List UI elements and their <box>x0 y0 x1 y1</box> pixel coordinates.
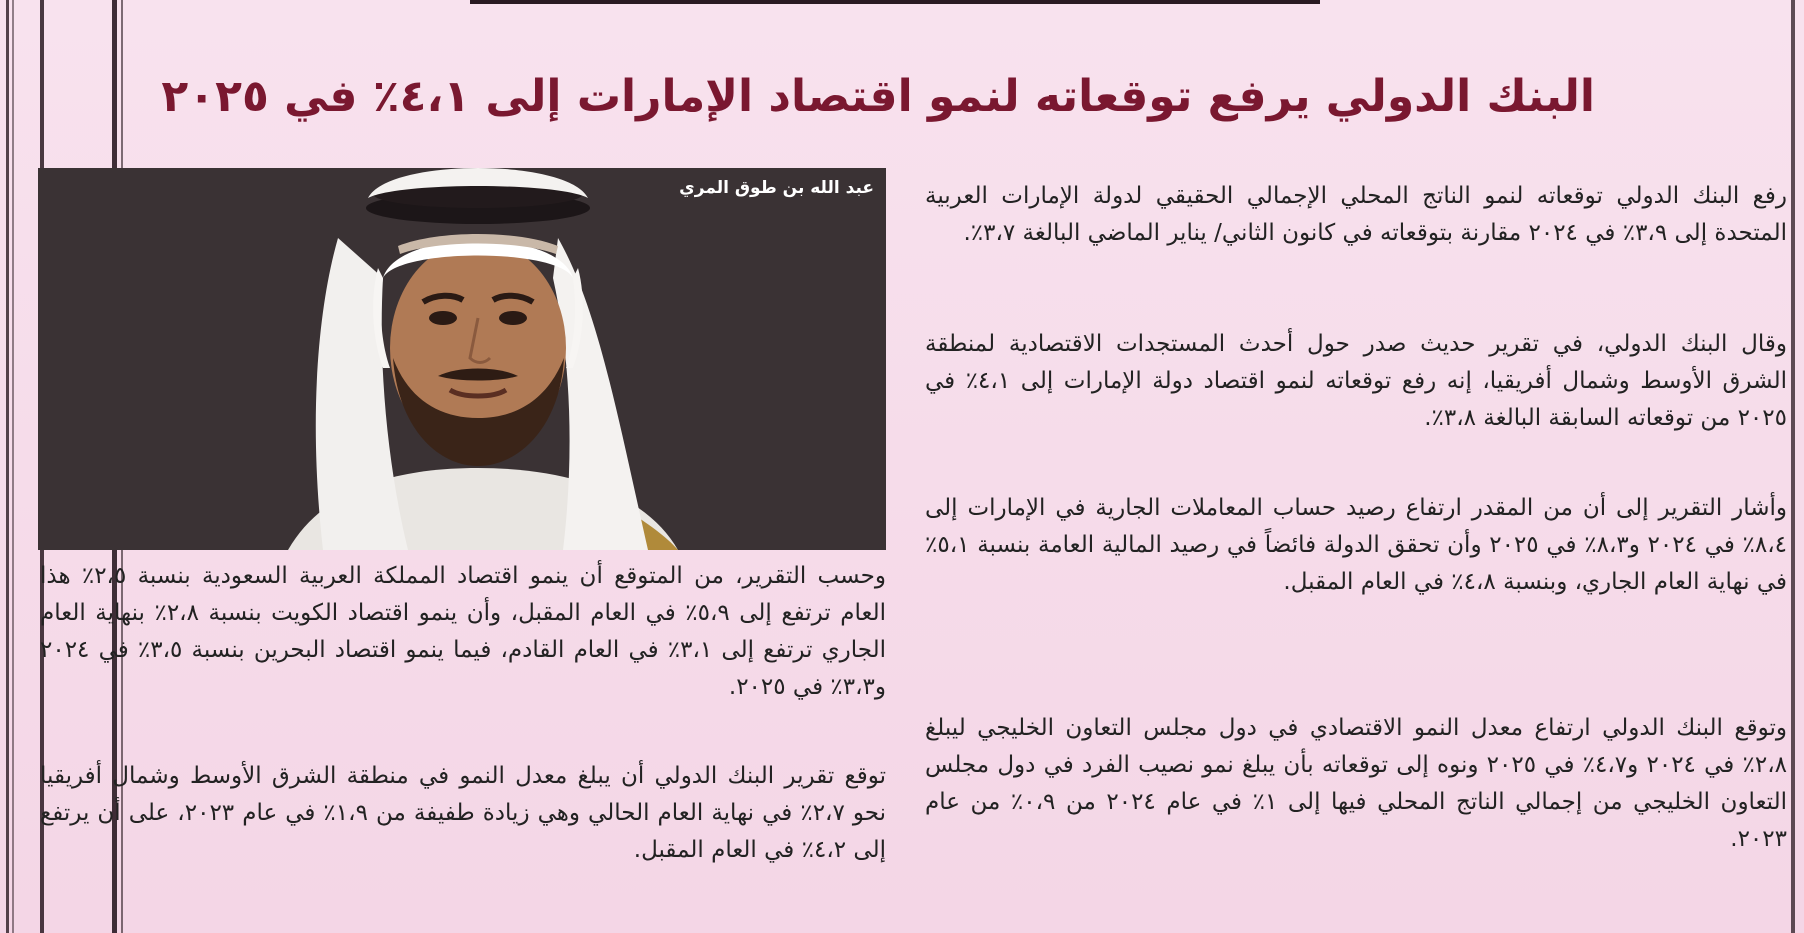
photo-caption: عبد الله بن طوق المري <box>679 178 874 198</box>
scan-edge-line <box>12 0 14 933</box>
right-column <box>925 178 1787 858</box>
portrait-photo <box>38 168 886 550</box>
article-paragraph: وتوقع البنك الدولي ارتفاع معدل النمو الاقتصادي في دول مجلس التعاون الخليجي ليبلغ ٢،٨٪ في ٢٠٢٤ و٤،٧٪ في ٢٠٢٥ ونوه إلى توقعاته بأن يبلغ نمو نصيب الفرد في دول مجلس التعاون الخليجي من إجمالي الناتج المحلي فيها إلى ١٪ في عام ٢٠٢٤ من ٠،٩٪ من عام ٢٠٢٣. <box>925 715 1787 852</box>
article-paragraph: وحسب التقرير، من المتوقع أن ينمو اقتصاد المملكة العربية السعودية بنسبة ٢،٥٪ هذا العام ترتفع إلى ٥،٩٪ في العام المقبل، وأن ينمو اقتصاد الكويت بنسبة ٢،٨٪ بنهاية العام الجاري ترتفع إلى ٣،١٪ في العام القادم، فيما ينمو اقتصاد البحرين بنسبة ٣،٥٪ في ٢٠٢٤ و٣،٣٪ في ٢٠٢٥. <box>40 563 887 700</box>
article-paragraph: رفع البنك الدولي توقعاته لنمو الناتج المحلي الإجمالي الحقيقي لدولة الإمارات العربية المتحدة إلى ٣،٩٪ في ٢٠٢٤ مقارنة بتوقعاته في كانون الثاني/ يناير الماضي البالغة ٣،٧٪. <box>925 183 1787 246</box>
portrait-illustration <box>38 168 886 550</box>
article-paragraph: وأشار التقرير إلى أن من المقدر ارتفاع رصيد حساب المعاملات الجارية في الإمارات إلى ٨،٤٪ في ٢٠٢٤ و٨،٣٪ في ٢٠٢٥ وأن تحقق الدولة فائضاً في رصيد المالية العامة بنسبة ٥،١٪ في نهاية العام الجاري، وبنسبة ٤،٨٪ في العام المقبل. <box>925 495 1788 595</box>
article-paragraph: وقال البنك الدولي، في تقرير حديث صدر حول أحدث المستجدات الاقتصادية لمنطقة الشرق الأوسط وشمال أفريقيا، إنه رفع توقعاته لنمو اقتصاد دولة الإمارات إلى ٤،١٪ في ٢٠٢٥ من توقعاته السابقة البالغة ٣،٨٪. <box>925 331 1787 431</box>
article-paragraph: توقع تقرير البنك الدولي أن يبلغ معدل النمو في منطقة الشرق الأوسط وشمال أفريقيا نحو ٢،٧٪ في نهاية العام الحالي وهي زيادة طفيفة من ١،٩٪ في عام ٢٠٢٣، على أن يرتفع إلى ٤،٢٪ في العام المقبل. <box>40 763 887 863</box>
article-headline: البنك الدولي يرفع توقعاته لنمو اقتصاد الإمارات إلى ٤،١٪ في ٢٠٢٥ <box>161 71 1595 122</box>
scan-edge-line <box>6 0 9 933</box>
top-rule <box>470 0 1320 4</box>
scan-edge-line <box>1791 0 1795 933</box>
left-column <box>40 558 886 869</box>
